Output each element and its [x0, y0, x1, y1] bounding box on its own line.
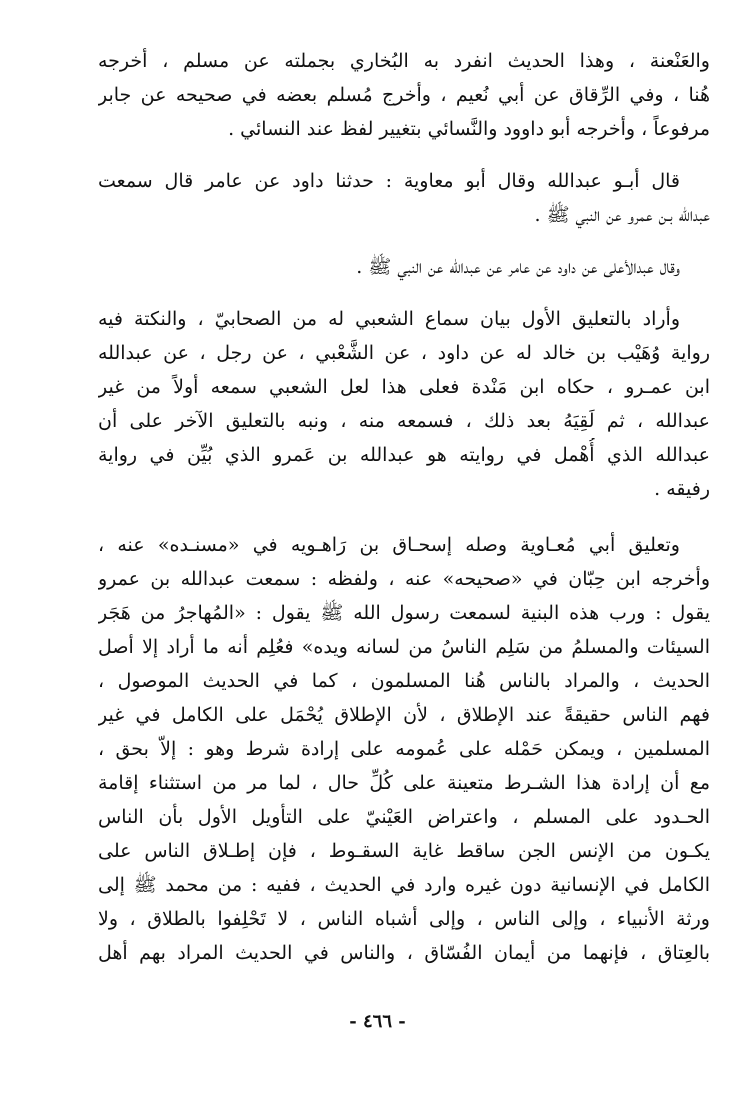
text-line: فهم الناس حقيقةً عند الإطلاق ، لأن الإطلاق يُحْمَل على الكامل في غير — [98, 704, 710, 726]
text-line: عبدالله الذي أُهْمل في روايته هو عبدالله بن عَمرو الذي بُيِّن في رواية — [98, 444, 710, 466]
text-line: ورثة الأنبياء ، وإلى الناس ، وإلى أشباه الناس ، لا تَحْلِفوا بالطلاق ، ولا — [98, 908, 710, 930]
paragraph-1 — [98, 44, 710, 146]
page-number: - ٤٦٦ - — [349, 1011, 406, 1032]
text-line: يقول : ورب هذه البنية لسمعت رسول الله ﷺ يقول : «المُهاجرُ من هَجَر — [98, 602, 710, 624]
text-line: وأخرجه ابن حِبّان في «صحيحه» عنه ، ولفظه : سمعت عبدالله بن عمرو — [98, 568, 710, 590]
text-line: بالعِتاق ، فإنهما من أيمان الفُسّاق ، والناس في الحديث المراد بهم أهل — [98, 942, 710, 964]
text-line: المسلمين ، ويمكن حَمْله على عُمومه على إرادة شرط وهو : إلاّ بحق ، — [98, 738, 710, 760]
text-line: وتعليق أبي مُعـاوية وصله إسحـاق بن رَاهـويه في «مسنـده» عنه ، — [98, 534, 680, 556]
text-line: وقال عبدالأعلى عن داود عن عامر عن عبدالله عن النبي ﷺ . — [356, 256, 680, 278]
text-line: الحـدود على المسلم ، واعتراض العَيْنيّ على التأويل الأول بأن الناس — [98, 806, 710, 828]
paragraph-gap — [98, 284, 710, 302]
text-line: عبدالله بـن عمرو عن النبي ﷺ . — [534, 204, 710, 226]
paragraph-2 — [98, 164, 710, 232]
text-line: وأراد بالتعليق الأول بيان سماع الشعبي له من الصحابيّ ، والنكتة فيه — [98, 308, 680, 330]
paragraph-3 — [98, 250, 710, 284]
paragraph-4 — [98, 302, 710, 506]
text-line: ابن عمـرو ، حكاه ابن مَنْدة فعلى هذا لعل الشعبي سمعه أولاً من غير — [98, 376, 710, 398]
text-line: الكامل في الإنسانية دون غيره وارد في الحديث ، ففيه : من محمد ﷺ إلى — [98, 874, 710, 896]
paragraph-5 — [98, 528, 710, 970]
text-line: مع أن إرادة هذا الشـرط متعينة على كُلِّ حال ، لما مر من استثناء إقامة — [98, 772, 710, 794]
text-line: رواية وُهَيْب بن خالد له عن داود ، عن الشَّعْبي ، عن رجل ، عن عبدالله — [98, 342, 710, 364]
text-line: يكـون من الإنس الجن ساقط غاية السقـوط ، فإن إطـلاق الناس على — [98, 840, 710, 862]
paragraph-gap — [98, 146, 710, 164]
text-line: الحديث ، والمراد بالناس هُنا المسلمون ، كما في الحديث الموصول ، — [98, 670, 710, 692]
text-line: قال أبـو عبدالله وقال أبو معاوية : حدثنا داود عن عامر قال سمعت — [98, 170, 680, 192]
text-line: عبدالله ، ثم لَقِيَهُ بعد ذلك ، فسمعه منه ، ونبه بالتعليق الآخر على أن — [98, 410, 710, 432]
text-line: رفيقه . — [654, 478, 710, 500]
paragraph-gap — [98, 232, 710, 250]
page-body — [98, 44, 710, 970]
text-line: السيئات والمسلمُ من سَلِم الناسُ من لسانه ويده» فعُلِم أنه ما أراد إلا أصل — [98, 636, 710, 658]
text-line: والعَنْعنة ، وهذا الحديث انفرد به البُخاري بجملته عن مسلم ، أخرجه — [98, 50, 710, 72]
text-line: هُنا ، وفي الرِّقاق عن أبي نُعيم ، وأخرج مُسلم بعضه في صحيحه عن جابر — [98, 84, 710, 106]
paragraph-gap — [98, 506, 710, 528]
text-line: مرفوعاً ، وأخرجه أبو داوود والنَّسائي بتغيير لفظ عند النسائي . — [228, 118, 710, 140]
